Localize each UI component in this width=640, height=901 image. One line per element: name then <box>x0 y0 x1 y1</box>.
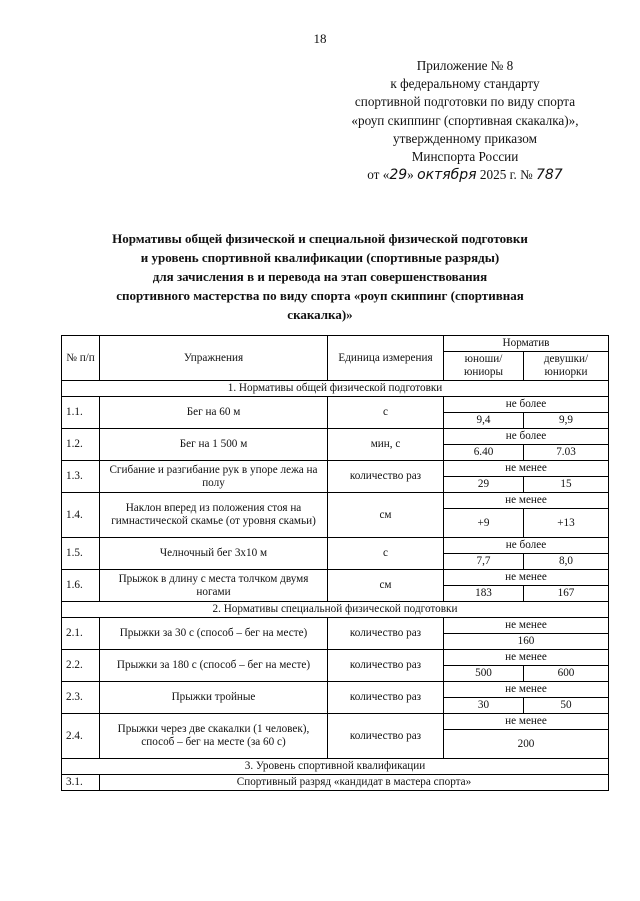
row-condition: не менее <box>444 650 609 666</box>
norms-table <box>61 335 609 791</box>
row-unit: количество раз <box>328 682 444 714</box>
header-girls: девушки/ юниорки <box>524 352 609 381</box>
table-row <box>62 538 609 554</box>
row-condition: не менее <box>444 461 609 477</box>
table-row <box>62 461 609 477</box>
row-condition: не менее <box>444 618 609 634</box>
row-girls: 8,0 <box>524 554 609 570</box>
row-condition: не более <box>444 538 609 554</box>
table-row <box>62 682 609 698</box>
section-title: 2. Нормативы специальной физической подготовки <box>62 602 609 618</box>
row-boys: 29 <box>444 477 524 493</box>
table-row <box>62 775 609 791</box>
appendix-line: утвержденному приказом <box>393 130 537 146</box>
table-row <box>62 429 609 445</box>
row-num: 2.4. <box>62 714 100 759</box>
row-exercise: Прыжки за 180 с (способ – бег на месте) <box>100 650 328 682</box>
row-unit: с <box>328 397 444 429</box>
row-exercise: Прыжки тройные <box>100 682 328 714</box>
appendix-block <box>320 57 610 184</box>
row-girls: 15 <box>524 477 609 493</box>
date-year: 2025 г. № <box>479 167 533 183</box>
row-unit: количество раз <box>328 461 444 493</box>
date-day: 29 <box>389 167 408 184</box>
table-row <box>62 570 609 586</box>
row-num: 2.3. <box>62 682 100 714</box>
row-unit: см <box>328 493 444 538</box>
table-row <box>62 714 609 730</box>
document-heading <box>80 229 560 324</box>
appendix-line: к федеральному стандарту <box>390 76 540 92</box>
row-exercise: Челночный бег 3х10 м <box>100 538 328 570</box>
row-condition: не менее <box>444 493 609 509</box>
row-unit: мин, с <box>328 429 444 461</box>
row-girls: +13 <box>524 509 609 538</box>
row-both: 160 <box>444 634 609 650</box>
row-num: 1.2. <box>62 429 100 461</box>
row-condition: не более <box>444 397 609 413</box>
table-row <box>62 397 609 413</box>
row-exercise: Бег на 1 500 м <box>100 429 328 461</box>
row-exercise: Наклон вперед из положения стоя на гимнастической скамье (от уровня скамьи) <box>100 493 328 538</box>
row-girls: 7.03 <box>524 445 609 461</box>
row-boys: 6.40 <box>444 445 524 461</box>
row-condition: не менее <box>444 714 609 730</box>
table-row <box>62 650 609 666</box>
row-num: 1.3. <box>62 461 100 493</box>
appendix-title: Приложение № 8 <box>416 58 514 73</box>
appendix-date-line <box>320 166 610 184</box>
heading-line: Нормативы общей физической и специальной физической подготовки <box>112 231 528 246</box>
appendix-line: «роуп скиппинг (спортивная скакалка)», <box>351 112 579 128</box>
row-girls: 600 <box>524 666 609 682</box>
appendix-line: Минспорта России <box>411 149 519 165</box>
row-num: 2.2. <box>62 650 100 682</box>
heading-line: спортивного мастерства по виду спорта «роуп скиппинг (спортивная <box>116 288 524 303</box>
date-sep: » <box>407 167 414 183</box>
row-boys: 9,4 <box>444 413 524 429</box>
section-title: 3. Уровень спортивной квалификации <box>62 759 609 775</box>
row-girls: 50 <box>524 698 609 714</box>
row-condition: не менее <box>444 570 609 586</box>
row-exercise: Прыжки за 30 с (способ – бег на месте) <box>100 618 328 650</box>
row-boys: 183 <box>444 586 524 602</box>
row-boys: 30 <box>444 698 524 714</box>
row-exercise: Прыжок в длину с места толчком двумя ногами <box>100 570 328 602</box>
row-boys: 500 <box>444 666 524 682</box>
row-boys: 7,7 <box>444 554 524 570</box>
row-condition: не более <box>444 429 609 445</box>
row-num: 1.6. <box>62 570 100 602</box>
row-boys: +9 <box>444 509 524 538</box>
row-exercise: Бег на 60 м <box>100 397 328 429</box>
row-exercise: Прыжки через две скакалки (1 человек), способ – бег на месте (за 60 с) <box>100 714 328 759</box>
header-exercise: Упражнения <box>100 336 328 381</box>
row-exercise: Сгибание и разгибание рук в упоре лежа на полу <box>100 461 328 493</box>
heading-line: и уровень спортивной квалификации (спортивные разряды) <box>140 250 500 265</box>
header-boys: юноши/ юниоры <box>444 352 524 381</box>
row-num: 3.1. <box>62 775 100 791</box>
heading-line: для зачисления в и перевода на этап совершенствования <box>152 269 488 284</box>
table-row <box>62 493 609 509</box>
section-title: 1. Нормативы общей физической подготовки <box>62 381 609 397</box>
heading-line: скакалка)» <box>287 307 353 322</box>
row-exercise: Спортивный разряд «кандидат в мастера спорта» <box>100 775 609 791</box>
header-norm: Норматив <box>444 336 609 352</box>
row-num: 1.4. <box>62 493 100 538</box>
date-month: октября <box>417 167 477 184</box>
order-number: 787 <box>535 167 563 184</box>
page-number: 18 <box>313 31 327 46</box>
row-girls: 9,9 <box>524 413 609 429</box>
row-unit: с <box>328 538 444 570</box>
row-unit: количество раз <box>328 714 444 759</box>
row-girls: 167 <box>524 586 609 602</box>
row-condition: не менее <box>444 682 609 698</box>
header-num: № п/п <box>62 336 100 381</box>
appendix-line: спортивной подготовки по виду спорта <box>354 94 576 110</box>
row-unit: количество раз <box>328 650 444 682</box>
table-row <box>62 618 609 634</box>
row-both: 200 <box>444 730 609 759</box>
row-num: 2.1. <box>62 618 100 650</box>
row-unit: см <box>328 570 444 602</box>
row-unit: количество раз <box>328 618 444 650</box>
row-num: 1.5. <box>62 538 100 570</box>
row-num: 1.1. <box>62 397 100 429</box>
header-unit: Единица измерения <box>328 336 444 381</box>
date-prefix: от « <box>367 167 390 183</box>
